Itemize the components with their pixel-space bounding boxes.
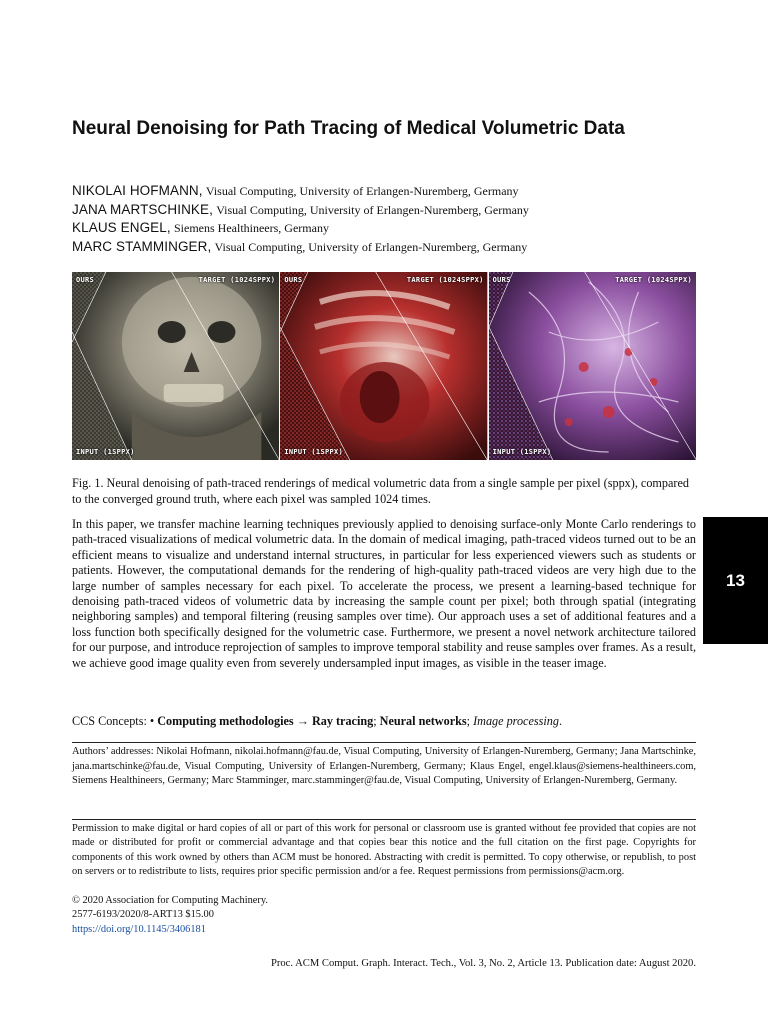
label-target: TARGET (1024SPPX) <box>406 276 484 284</box>
publication-meta <box>72 894 696 937</box>
author-name: KLAUS ENGEL, <box>72 220 171 235</box>
ccs-separator: ; <box>373 714 380 728</box>
label-ours: OURS <box>76 276 95 284</box>
author-affiliation: Visual Computing, University of Erlangen-Nuremberg, Germany <box>205 184 519 198</box>
teaser-figure <box>72 272 696 460</box>
ccs-concepts <box>72 714 696 729</box>
vessels-rendering-image <box>489 272 696 460</box>
divider-line <box>72 819 696 820</box>
author-addresses: Authors’ addresses: Nikolai Hofmann, nikolai.hofmann@fau.de, Visual Computing, University of Erlangen-Nuremberg, Germany; Jana Martschinke, jana.martschinke@fau.de, Visual Computing, University of Erlangen-Nuremberg, Germany; Klaus Engel, engel.klaus@siemens-healthineers.com, Siemens Healthineers, Germany; Marc Stamminger, marc.stamminger@fau.de, Visual Computing, University of Erlangen-Nuremberg, Germany. <box>72 746 696 787</box>
issn-line: 2577-6193/2020/8-ART13 $15.00 <box>72 909 214 921</box>
author-2 <box>72 201 696 220</box>
copyright-line: © 2020 Association for Computing Machinery. <box>72 895 268 906</box>
label-input: INPUT (1SPPX) <box>492 448 552 456</box>
page-footer: Proc. ACM Comput. Graph. Interact. Tech., Vol. 3, No. 2, Article 13. Publication date: August 2020. <box>270 958 696 969</box>
ccs-arrow: → <box>293 714 312 728</box>
teaser-panel-vessels <box>489 272 696 460</box>
author-1 <box>72 182 696 201</box>
article-number-tab: 13 <box>703 517 768 644</box>
abstract-text: In this paper, we transfer machine learning techniques previously applied to denoising surface-only Monte Carlo renderings to path-traced visualizations of medical volumetric data. In the domain of medical imaging, path-traced videos turned out to be an efficient means to visualize and understand internal structures, in particular for less experienced viewers such as students or patients. However, the computational demands for the rendering of high-quality path-traced videos are very high due to the large number of samples necessary for each pixel. To accelerate the process, we present a learning-based technique for denoising path-traced videos of volumetric data by increasing the sample count per pixel; both through spatial (integrating neighboring samples) and temporal filtering (reusing samples over time). Our approach uses a set of additional features and a loss function both specifically designed for the volumetric case. Furthermore, we present a novel network architecture tailored for our purpose, and introduce reprojection of samples to improve temporal stability and reuse samples over frames. As a result, we achieve good image quality even from severely undersampled input images, as visible in the teaser image. <box>72 517 696 670</box>
ccs-concept-2: Ray tracing <box>311 714 374 728</box>
author-4 <box>72 238 696 257</box>
ccs-concept-1: Computing methodologies <box>157 714 294 728</box>
author-name: MARC STAMMINGER, <box>72 238 212 254</box>
label-target: TARGET (1024SPPX) <box>615 276 692 284</box>
author-affiliation: Visual Computing, University of Erlangen-Nuremberg, Germany <box>216 202 529 217</box>
author-name: NIKOLAI HOFMANN, <box>72 183 203 198</box>
label-ours: OURS <box>492 276 511 284</box>
label-ours: OURS <box>284 276 303 284</box>
author-3 <box>72 219 696 238</box>
teaser-panel-abdomen <box>280 272 487 460</box>
divider-line <box>72 742 696 743</box>
ccs-concept-4: Image processing <box>473 714 559 728</box>
abdomen-rendering-image <box>280 272 487 460</box>
figure-caption: Fig. 1. Neural denoising of path-traced renderings of medical volumetric data from a single sample per pixel (sppx), compared to the converged ground truth, where each pixel was sampled 1024 times. <box>72 476 689 506</box>
ccs-prefix: CCS Concepts: • <box>72 714 155 728</box>
author-affiliation: Siemens Healthineers, Germany <box>174 221 329 235</box>
label-input: INPUT (1SPPX) <box>284 448 344 456</box>
ccs-end: . <box>558 714 562 728</box>
author-list <box>72 182 696 256</box>
label-target: TARGET (1024SPPX) <box>198 276 276 284</box>
author-name: JANA MARTSCHINKE, <box>72 201 213 217</box>
paper-title: Neural Denoising for Path Tracing of Medical Volumetric Data <box>72 118 625 139</box>
teaser-panel-skull <box>72 272 279 460</box>
author-affiliation: Visual Computing, University of Erlangen-Nuremberg, Germany <box>214 239 528 254</box>
ccs-concept-3: Neural networks <box>379 714 467 728</box>
skull-rendering-image <box>72 272 279 460</box>
doi-link[interactable]: https://doi.org/10.1145/3406181 <box>72 923 206 935</box>
label-input: INPUT (1SPPX) <box>76 448 135 456</box>
ccs-separator: ; <box>466 714 474 728</box>
permission-notice: Permission to make digital or hard copies of all or part of this work for personal or classroom use is granted without fee provided that copies are not made or distributed for profit or commercial advantage and that copies bear this notice and the full citation on the first page. Copyrights for components of this work owned by others than ACM must be honored. Abstracting with credit is permitted. To copy otherwise, or republish, to post on servers or to redistribute to lists, requires prior specific permission and/or a fee. Request permissions from permissions@acm.org. <box>72 823 696 878</box>
